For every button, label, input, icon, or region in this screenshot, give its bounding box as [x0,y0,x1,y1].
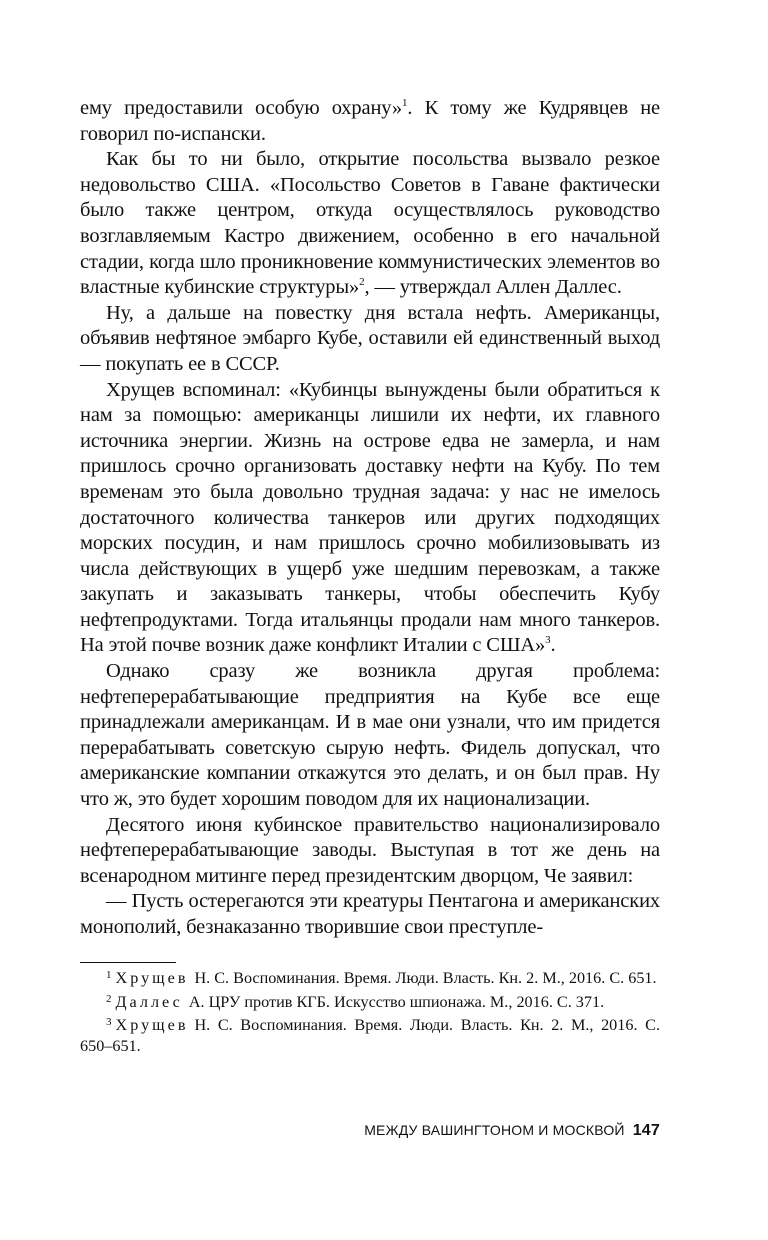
paragraph [80,378,660,660]
running-footer [80,1122,660,1140]
footnote-number: 2 [106,992,112,1005]
footnote-ref: 3 [545,634,551,647]
footnote-number: 1 [106,969,112,981]
footnote [80,1015,660,1056]
footnote-text: А. ЦРУ против КГБ. Искусство шпионажа. М., 2016. С. 371. [188,992,605,1011]
footnote [80,992,660,1013]
footnote-author: Даллес [115,992,183,1011]
main-text [80,96,660,941]
paragraph: — Пусть остерегаются эти креатуры Пентагона и американских монополий, безнаказанно творившие свои преступле- [80,890,660,938]
paragraph: Ну, а дальше на повестку дня встала нефть. Американцы, объявив нефтяное эмбарго Кубе, оставили ей единственный выход — покупать ее в СССР. [80,301,660,375]
paragraph: Десятого июня кубинское правительство национализировало нефтеперерабатывающие заводы. Выступая в тот же день на всенародном митинге перед президентским дворцом, Че заявил: [80,813,660,887]
paragraph-text: , — утверждал Аллен Даллес. [364,276,622,299]
footnotes [80,968,660,1059]
paragraph [80,147,660,301]
footnote-author: Хрущев [115,969,189,987]
running-title: МЕЖДУ ВАШИНГТОНОМ И МОСКВОЙ [364,1122,625,1138]
paragraph-text: Хрущев вспоминал: «Кубинцы вынуждены были обратиться к нам за помощью: американцы лишили их нефти, их главного источника энергии. Жизнь на острове едва не замерла, и нам пришлось срочно организовать доставку нефти на Кубу. По тем временам это была довольно трудная задача: у нас не имелось достаточного количества танкеров или других подходящих морских посудин, и нам пришлось срочно мобилизовывать из числа действующих в ущерб уже шедшим перевозкам, а также закупать и заказывать танкеры, чтобы обеспечить Кубу нефтепродуктами. Тогда итальянцы продали нам много танкеров. На этой почве возник даже конфликт Италии с США» [80,378,660,657]
footnote-text: Н. С. Воспоминания. Время. Люди. Власть. Кн. 2. М., 2016. С. 650–651. [80,1016,660,1055]
paragraph: Однако сразу же возникла другая проблема: нефтеперерабатывающие предприятия на Кубе все еще принадлежали американцам. И в мае они узнали, что им придется перерабатывать советскую сырую нефть. Фидель допускал, что американские компании откажутся это делать, и он был прав. Ну что ж, это будет хорошим поводом для их национализации. [80,660,660,811]
page-number: 147 [632,1122,660,1139]
paragraph-text: . [550,634,556,657]
footnote-divider [80,962,176,963]
paragraph-text: ему предоставили особую охрану» [80,97,402,119]
footnote-number: 3 [106,1016,112,1029]
paragraph-text: . К тому же Кудрявцев не говорил по-испански. [80,97,660,145]
footnote-ref: 1 [402,97,408,109]
footnote [80,968,660,989]
footnote-text: Н. С. Воспоминания. Время. Люди. Власть. Кн. 2. М., 2016. С. 651. [194,969,657,987]
paragraph-text: Как бы то ни было, открытие посольства вызвало резкое недовольство США. «Посольство Советов в Гаване фактически было также центром, откуда осуществлялось руководство возглавляемым Кастро движением, особенно в его начальной стадии, когда шло проникновение коммунистических элементов во властные кубинские структуры» [80,148,660,299]
footnote-ref: 2 [359,276,365,289]
footnote-author: Хрущев [115,1016,189,1035]
paragraph [80,96,660,147]
